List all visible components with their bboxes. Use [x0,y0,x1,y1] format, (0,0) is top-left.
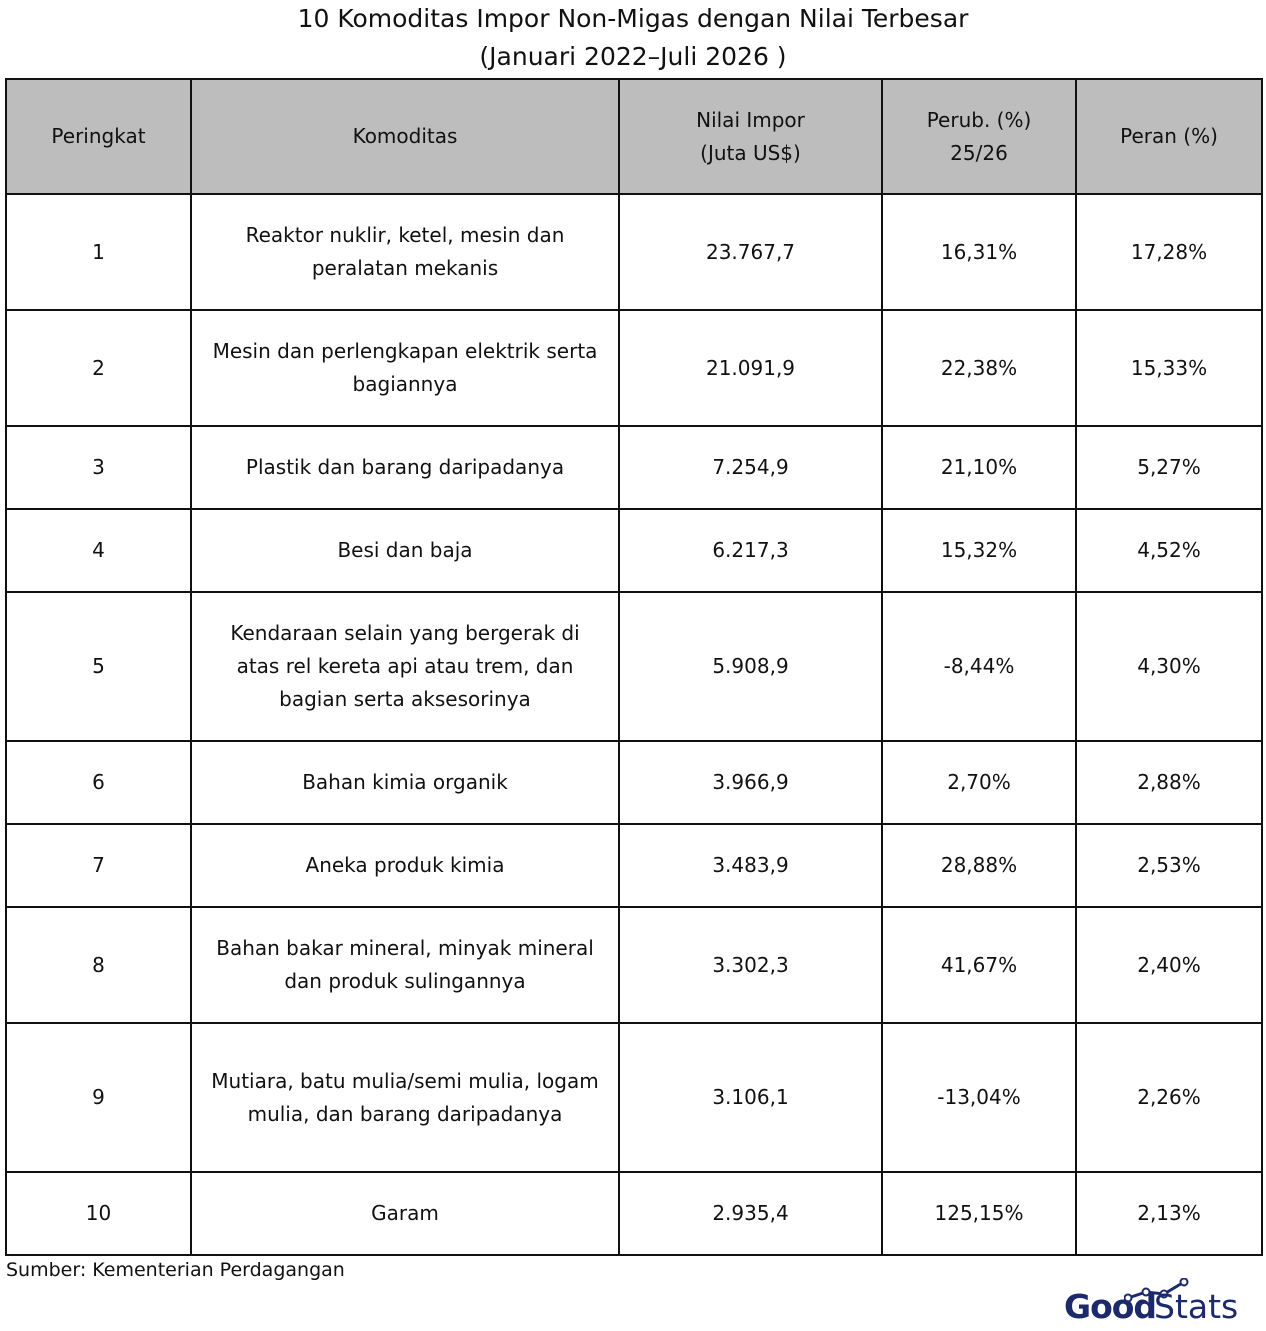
cell-share: 2,88% [1076,741,1262,824]
cell-rank: 7 [6,824,191,907]
table-row [6,1023,1262,1172]
cell-commodity: Bahan bakar mineral, minyak mineral dan produk sulingannya [191,907,619,1023]
commodity-table [5,78,1263,1256]
cell-share: 5,27% [1076,426,1262,509]
cell-change: 22,38% [882,310,1076,426]
cell-commodity: Reaktor nuklir, ketel, mesin dan peralatan mekanis [191,194,619,310]
cell-value: 3.106,1 [619,1023,882,1172]
cell-rank: 2 [6,310,191,426]
cell-change: 125,15% [882,1172,1076,1255]
cell-rank: 8 [6,907,191,1023]
cell-value: 2.935,4 [619,1172,882,1255]
cell-rank: 6 [6,741,191,824]
cell-share: 4,30% [1076,592,1262,741]
cell-change: 15,32% [882,509,1076,592]
table-body [6,194,1262,1255]
cell-commodity: Mesin dan perlengkapan elektrik serta bagiannya [191,310,619,426]
cell-value: 21.091,9 [619,310,882,426]
cell-change: 2,70% [882,741,1076,824]
cell-value: 6.217,3 [619,509,882,592]
cell-value: 3.483,9 [619,824,882,907]
cell-commodity: Garam [191,1172,619,1255]
cell-change: 21,10% [882,426,1076,509]
cell-value: 23.767,7 [619,194,882,310]
cell-rank: 10 [6,1172,191,1255]
cell-rank: 3 [6,426,191,509]
header-share: Peran (%) [1076,79,1262,194]
cell-rank: 5 [6,592,191,741]
cell-change: -8,44% [882,592,1076,741]
header-change-line2: 25/26 [950,140,1008,165]
table-row [6,592,1262,741]
table-row [6,907,1262,1023]
table-row [6,509,1262,592]
cell-share: 4,52% [1076,509,1262,592]
header-rank: Peringkat [6,79,191,194]
cell-change: 28,88% [882,824,1076,907]
cell-value: 5.908,9 [619,592,882,741]
header-change [882,79,1076,194]
cell-change: -13,04% [882,1023,1076,1172]
source-note: Sumber: Kementerian Perdagangan [6,1259,345,1281]
goodstats-logo [1064,1278,1254,1328]
header-value-line1: Nilai Impor [696,107,805,132]
title-line-1: 10 Komoditas Impor Non-Migas dengan Nilai Terbesar [297,4,969,33]
cell-commodity: Kendaraan selain yang bergerak di atas rel kereta api atau trem, dan bagian serta aksesorinya [191,592,619,741]
cell-share: 2,53% [1076,824,1262,907]
cell-value: 7.254,9 [619,426,882,509]
table-row [6,310,1262,426]
logo-good: Good [1064,1287,1157,1326]
logo-stats: Stats [1154,1287,1239,1326]
cell-commodity: Plastik dan barang daripadanya [191,426,619,509]
table-row [6,824,1262,907]
cell-value: 3.966,9 [619,741,882,824]
table-header-row [6,79,1262,194]
cell-share: 2,26% [1076,1023,1262,1172]
cell-rank: 1 [6,194,191,310]
cell-commodity: Bahan kimia organik [191,741,619,824]
cell-commodity: Besi dan baja [191,509,619,592]
cell-share: 2,40% [1076,907,1262,1023]
header-value-line2: (Juta US$) [700,140,801,165]
cell-commodity: Aneka produk kimia [191,824,619,907]
cell-value: 3.302,3 [619,907,882,1023]
table-row [6,426,1262,509]
header-commodity: Komoditas [191,79,619,194]
header-value [619,79,882,194]
cell-rank: 9 [6,1023,191,1172]
header-change-line1: Perub. (%) [926,107,1032,132]
cell-share: 17,28% [1076,194,1262,310]
cell-change: 16,31% [882,194,1076,310]
cell-commodity: Mutiara, batu mulia/semi mulia, logam mulia, dan barang daripadanya [191,1023,619,1172]
cell-change: 41,67% [882,907,1076,1023]
table-row [6,741,1262,824]
cell-rank: 4 [6,509,191,592]
chart-title [0,0,1266,76]
table-row [6,194,1262,310]
table-row [6,1172,1262,1255]
cell-share: 15,33% [1076,310,1262,426]
cell-share: 2,13% [1076,1172,1262,1255]
title-line-2: (Januari 2022–Juli 2026 ) [479,42,787,71]
